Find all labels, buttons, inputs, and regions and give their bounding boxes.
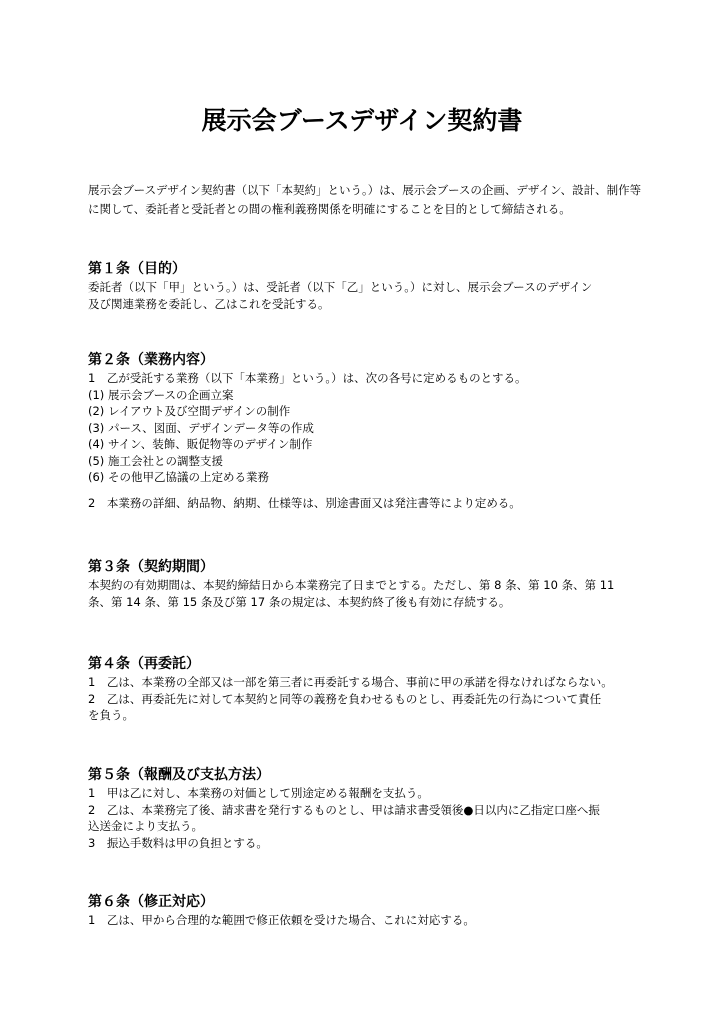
article-line: 1 甲は乙に対し、本業務の対価として別途定める報酬を支払う。 bbox=[88, 786, 429, 800]
article-line: 3 振込手数料は甲の負担とする。 bbox=[88, 835, 268, 850]
article-line: 込送金により支払う。 bbox=[88, 819, 203, 833]
article-heading: 第４条（再委託） bbox=[88, 656, 200, 672]
article-line: 及び関連業務を委託し、乙はこれを受託する。 bbox=[88, 296, 330, 311]
article-line: 2 乙は、本業務完了後、請求書を発行するものとし、甲は請求書受領後●日以内に乙指定口座へ振 bbox=[88, 802, 600, 817]
list-item: (4) サイン、装飾、販促物等のデザイン制作 bbox=[88, 437, 313, 451]
list-item: (5) 施工会社との調整支援 bbox=[88, 453, 223, 468]
article-heading: 第１条（目的） bbox=[88, 261, 186, 277]
article-line: 条、第 14 条、第 15 条及び第 17 条の規定は、本契約終了後も有効に存続する。 bbox=[88, 594, 511, 609]
article-line: 1 乙が受託する業務（以下「本業務」という。）は、次の各号に定めるものとする。 bbox=[88, 371, 527, 385]
article-heading: 第３条（契約期間） bbox=[88, 559, 214, 575]
article-line: 委託者（以下「甲」という。）は、受託者（以下「乙」という。）に対し、展示会ブースのデザイン bbox=[88, 280, 593, 294]
article-heading: 第５条（報酬及び支払方法） bbox=[88, 767, 270, 783]
spacer bbox=[88, 486, 648, 495]
article-line: 2 本業務の詳細、納品物、納期、仕様等は、別途書面又は発注書等により定める。 bbox=[88, 495, 521, 510]
article-3 bbox=[88, 557, 648, 610]
document-title: 展示会ブースデザイン契約書 bbox=[201, 106, 523, 135]
article-6 bbox=[88, 892, 648, 929]
article-line: 1 乙は、本業務の全部又は一部を第三者に再委託する場合、事前に甲の承諾を得なければならない。 bbox=[88, 675, 613, 689]
article-line: を負う。 bbox=[88, 708, 134, 722]
list-item: (3) パース、図面、デザインデータ等の作成 bbox=[88, 420, 314, 435]
article-line: 本契約の有効期間は、本契約締結日から本業務完了日までとする。ただし、第 8 条、第 10 条、第 11 bbox=[88, 578, 615, 592]
intro-paragraph: 展示会ブースデザイン契約書（以下「本契約」という。）は、展示会ブースの企画、デザイン、設計、制作等に関して、委託者と受託者との間の権利義務関係を明確にすることを目的として締結される。 bbox=[88, 183, 642, 216]
article-1 bbox=[88, 259, 648, 312]
list-item: (6) その他甲乙協議の上定める業務 bbox=[88, 470, 269, 484]
article-line: 1 乙は、甲から合理的な範囲で修正依頼を受けた場合、これに対応する。 bbox=[88, 913, 475, 927]
list-item: (2) レイアウト及び空間デザインの制作 bbox=[88, 404, 291, 418]
article-5 bbox=[88, 765, 648, 851]
list-item: (1) 展示会ブースの企画立案 bbox=[88, 387, 234, 402]
article-heading: 第２条（業務内容） bbox=[88, 352, 214, 368]
article-heading: 第６条（修正対応） bbox=[88, 894, 214, 910]
article-4 bbox=[88, 654, 648, 724]
article-line: 2 乙は、再委託先に対して本契約と同等の義務を負わせるものとし、再委託先の行為について責任 bbox=[88, 691, 602, 706]
article-2 bbox=[88, 350, 648, 511]
